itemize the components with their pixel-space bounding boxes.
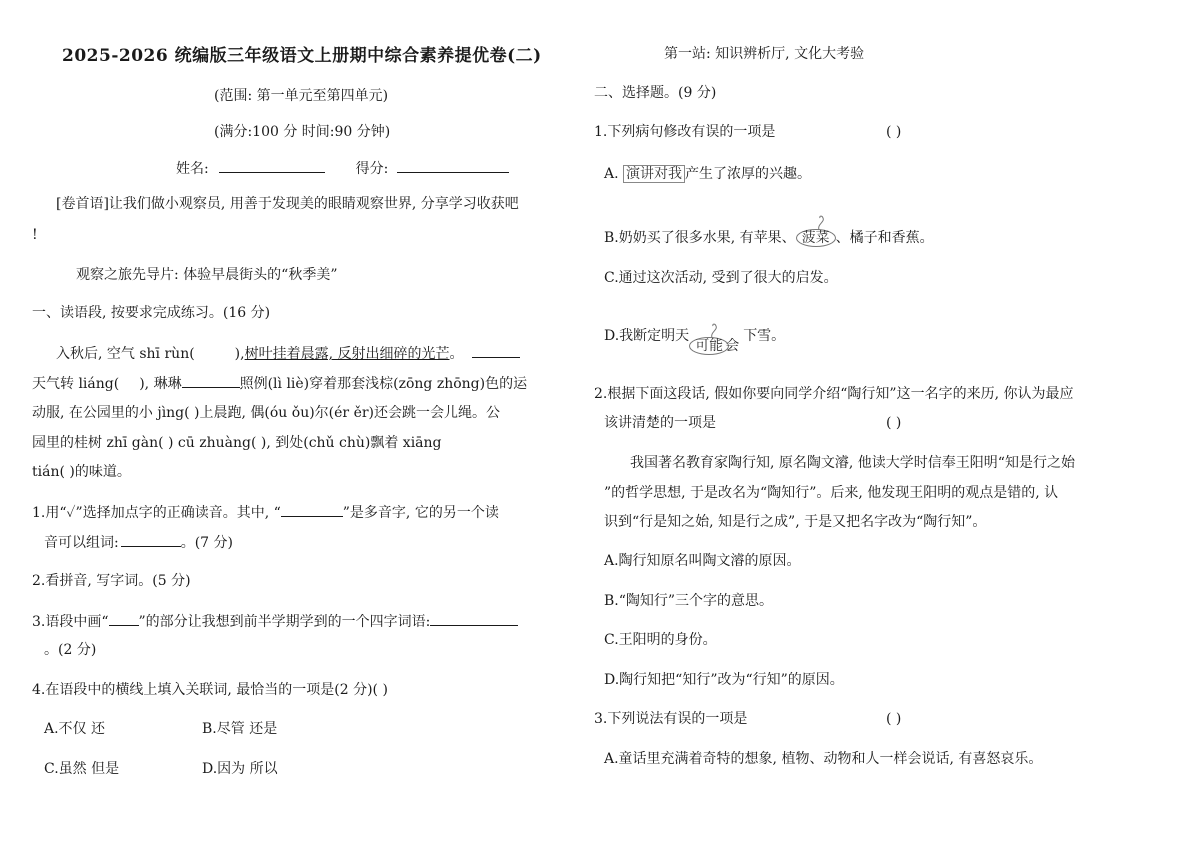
left-question-4: 4.在语段中的横线上填入关联词, 最恰当的一项是(2 分)( ) (32, 682, 388, 698)
deleted-word: 可能 (695, 338, 724, 354)
passage-line-1: 我国著名教育家陶行知, 原名陶文濬, 他读大学时信奉王阳明“知是行之始 (630, 455, 1075, 471)
left-question-3 (32, 611, 518, 632)
underline-sample (109, 611, 139, 626)
left-question-1-cont (44, 532, 233, 553)
guide-line: 观察之旅先导片: 体验早晨街头的“秋季美” (76, 267, 338, 283)
q4-option-d[interactable]: D.因为 所以 (202, 761, 278, 777)
intro-line-1: [卷首语]让我们做小观察员, 用善于发现美的眼睛观察世界, 分享学习收获吧 (56, 196, 519, 212)
q4-option-a[interactable]: A.不仅 还 (44, 721, 106, 737)
exam-score-time: (满分:100 分 时间:90 分钟) (214, 124, 391, 140)
q4-option-c[interactable]: C.虽然 但是 (44, 761, 120, 777)
score-field[interactable] (397, 158, 509, 173)
para-text: ), (234, 346, 245, 362)
deletion-mark (689, 337, 729, 355)
underlined-sentence: 树叶挂着晨露, 反射出细碎的光芒 (244, 346, 450, 362)
para-text: , 琳琳 (144, 376, 182, 392)
q1-option-a[interactable] (604, 164, 811, 184)
intro-line-2: ! (32, 227, 38, 243)
para-text: 入秋后, 空气 shī rùn( (56, 346, 195, 362)
para-line-3: 动服, 在公园里的小 jìng( )上晨跑, 偶(óu ǒu)尔(ér ěr)还会跳一会儿绳。公 (32, 405, 501, 421)
idiom-blank[interactable] (430, 611, 518, 626)
q2-option-a[interactable]: A.陶行知原名叫陶文濬的原因。 (604, 553, 801, 569)
connective-blank-1[interactable] (472, 343, 520, 358)
para-line-2 (32, 373, 527, 394)
option-text: 会 (725, 338, 740, 354)
page-title: 2025-2026 统编版三年级语文上册期中综合素养提优卷(二) (62, 46, 542, 66)
passage-line-3: 识到“行是知之始, 知是行之成”, 于是又把名字改为“陶行知”。 (604, 514, 987, 530)
q2-option-d[interactable]: D.陶行知把“知行”改为“行知”的原因。 (604, 672, 844, 688)
option-text: 下雪。 (743, 328, 786, 344)
section-2-title: 二、选择题。(9 分) (594, 85, 717, 101)
option-text: 产生了浓厚的兴趣。 (685, 166, 812, 182)
polyphone-blank[interactable] (281, 502, 343, 517)
right-question-1: 1.下列病句修改有误的一项是 (594, 124, 776, 140)
question-text: 3.语段中画“ (32, 614, 109, 630)
q3-option-a[interactable]: A.童话里充满着奇特的想象, 植物、动物和人一样会说话, 有喜怒哀乐。 (604, 751, 1043, 767)
deletion-mark (796, 229, 836, 247)
answer-paren-1[interactable]: ( ) (886, 124, 902, 140)
question-text: ”的部分让我想到前半学期学到的一个四字词语: (138, 614, 431, 630)
para-text: ) (139, 376, 145, 392)
connective-blank-2[interactable] (182, 373, 240, 388)
name-field[interactable] (219, 158, 325, 173)
para-line-1 (56, 343, 520, 364)
q2-option-b[interactable]: B.“陶知行”三个字的意思。 (604, 593, 774, 609)
section-1-title: 一、读语段, 按要求完成练习。(16 分) (32, 305, 271, 321)
passage-line-2: ”的哲学思想, 于是改名为“陶知行”。后来, 他发现王阳明的观点是错的, 认 (604, 485, 1059, 501)
option-text: B.奶奶买了很多水果, 有苹果、 (604, 230, 796, 246)
para-line-4: 园里的桂树 zhī gàn( ) cū zhuàng( ), 到处(chǔ chù)飘着 xiāng (32, 435, 442, 451)
deletion-curl-icon (815, 214, 829, 230)
score-label: 得分: (355, 161, 389, 177)
answer-paren-2[interactable]: ( ) (886, 415, 902, 431)
question-text: ”是多音字, 它的另一个读 (342, 505, 499, 521)
option-text: 、橘子和香蕉。 (835, 230, 934, 246)
name-label: 姓名: (176, 161, 209, 177)
q1-option-b[interactable] (604, 228, 934, 248)
q1-option-c[interactable]: C.通过这次活动, 受到了很大的启发。 (604, 270, 838, 286)
left-question-2: 2.看拼音, 写字词。(5 分) (32, 573, 191, 589)
right-question-2: 2.根据下面这段话, 假如你要向同学介绍“陶行知”这一名字的来历, 你认为最应 (594, 386, 1074, 402)
answer-paren-3[interactable]: ( ) (886, 711, 902, 727)
para-text: 照例(lì liè)穿着那套浅棕(zōng zhōng)色的运 (239, 376, 528, 392)
station-heading: 第一站: 知识辨析厅, 文化大考验 (664, 46, 865, 62)
question-text: 1.用“✓”选择加点字的正确读音。其中, “ (32, 505, 281, 521)
question-text: 。(7 分) (180, 535, 233, 551)
question-text: 音可以组词: (44, 535, 119, 551)
para-text: 天气转 liáng( (32, 376, 120, 392)
option-text: A. (604, 166, 619, 182)
correction-box: 演讲对我 (623, 165, 685, 183)
name-row (176, 158, 509, 179)
right-question-3: 3.下列说法有误的一项是 (594, 711, 748, 727)
q4-option-b[interactable]: B.尽管 还是 (202, 721, 278, 737)
q1-option-d[interactable] (604, 326, 786, 354)
right-question-2-cont: 该讲清楚的一项是 (604, 415, 716, 431)
q2-option-c[interactable]: C.王阳明的身份。 (604, 632, 717, 648)
para-line-5: tián( )的味道。 (32, 464, 131, 480)
deleted-word: 菠菜 (801, 230, 830, 246)
exam-scope: (范围: 第一单元至第四单元) (214, 88, 389, 104)
left-question-3-cont: 。(2 分) (44, 642, 97, 658)
left-question-1 (32, 502, 499, 523)
word-group-blank[interactable] (121, 532, 181, 547)
option-text: D.我断定明天 (604, 328, 690, 344)
para-text: 。 (449, 346, 464, 362)
deletion-curl-icon (708, 322, 722, 338)
